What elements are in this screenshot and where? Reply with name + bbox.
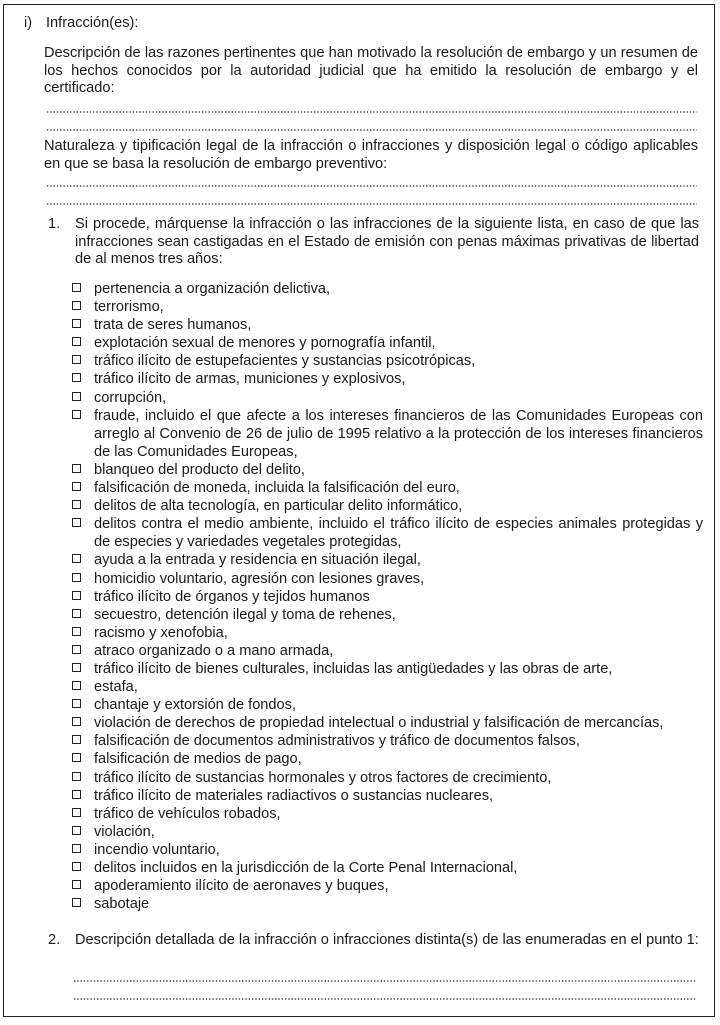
offence-item: [71, 316, 703, 334]
offence-item: [71, 551, 703, 569]
offence-checkbox[interactable]: [72, 808, 81, 817]
offence-checkbox[interactable]: [72, 373, 81, 382]
point2-text: Descripción detallada de la infracción o infracciones distinta(s) de las enumeradas en el punto 1:: [75, 932, 699, 948]
offence-checkbox[interactable]: [72, 735, 81, 744]
offence-item: [71, 732, 703, 750]
offence-item: [71, 769, 703, 787]
offence-checkbox[interactable]: [72, 609, 81, 618]
offence-item: [71, 678, 703, 696]
offence-item: [71, 570, 703, 588]
offence-label: incendio voluntario,: [94, 841, 220, 858]
offence-checkbox[interactable]: [72, 862, 81, 871]
offence-checkbox[interactable]: [72, 753, 81, 762]
offence-item: [71, 352, 703, 370]
section-title: Infracción(es):: [46, 15, 139, 31]
offence-checkbox[interactable]: [72, 392, 81, 401]
offence-item: [71, 624, 703, 642]
point2-answer-line-1[interactable]: [73, 980, 697, 982]
offence-label: racismo y xenofobia,: [94, 624, 228, 641]
offence-label: sabotaje: [94, 896, 150, 913]
offence-checkbox[interactable]: [72, 410, 81, 419]
offence-item: [71, 642, 703, 660]
offence-label: tráfico ilícito de bienes culturales, incluidas las antigüedades y las obras de arte,: [94, 660, 613, 677]
offence-label: tráfico ilícito de materiales radiactivos o sustancias nucleares,: [94, 787, 494, 804]
offence-item: [71, 588, 703, 606]
offence-label: blanqueo del producto del delito,: [94, 461, 305, 478]
offence-checkbox[interactable]: [72, 844, 81, 853]
offence-label: atraco organizado o a mano armada,: [94, 642, 334, 659]
point2-number: 2.: [48, 932, 61, 948]
offence-label: corrupción,: [94, 389, 167, 406]
offence-item: [71, 280, 703, 298]
offence-label: pertenencia a organización delictiva,: [94, 281, 331, 297]
offence-checkbox[interactable]: [72, 500, 81, 509]
offence-item: [71, 895, 703, 913]
offence-checkbox[interactable]: [72, 645, 81, 654]
offence-label: secuestro, detención ilegal y toma de rehenes,: [94, 606, 396, 623]
legal-nature-answer-line-1[interactable]: [46, 185, 697, 187]
offence-label: falsificación de documentos administrativos y tráfico de documentos falsos,: [94, 733, 580, 750]
offence-label: tráfico ilícito de estupefacientes y sustancias psicotrópicas,: [94, 353, 476, 370]
offence-checkbox[interactable]: [72, 301, 81, 310]
offence-label: tráfico ilícito de armas, municiones y explosivos,: [94, 371, 406, 388]
offence-item: [71, 606, 703, 624]
offence-label: apoderamiento ilícito de aeronaves y buques,: [94, 878, 389, 895]
offence-label: estafa,: [94, 679, 138, 696]
section-marker: i): [24, 15, 33, 31]
offence-checklist: [71, 280, 703, 913]
offence-label: ayuda a la entrada y residencia en situación ilegal,: [94, 552, 421, 569]
offence-label: delitos de alta tecnología, en particular delito informático,: [94, 498, 463, 515]
offence-item: [71, 805, 703, 823]
offence-item: [71, 370, 703, 388]
description-answer-line-1[interactable]: [46, 111, 697, 113]
offence-checkbox[interactable]: [72, 880, 81, 889]
point1-text: Si procede, márquense la infracción o las infracciones de la siguiente lista, en caso de que las infracciones sean castigadas en el Estado de emisión con penas máximas privativas de libertad de al menos tres años:: [75, 216, 699, 267]
legal-nature-text: Naturaleza y tipificación legal de la infracción o infracciones y disposición legal o código aplicables en que se basa la resolución de embargo preventivo:: [44, 138, 698, 172]
description-text: Descripción de las razones pertinentes que han motivado la resolución de embargo y un resumen de los hechos conocidos por la autoridad judicial que ha emitido la resolución de embargo y el certificado:: [44, 45, 698, 96]
offence-item: [71, 660, 703, 678]
offence-checkbox[interactable]: [72, 772, 81, 781]
offence-item: [71, 696, 703, 714]
point2-answer-line-2[interactable]: [73, 998, 697, 1000]
offence-checkbox[interactable]: [72, 717, 81, 726]
offence-checkbox[interactable]: [72, 482, 81, 491]
offence-item: [71, 714, 703, 732]
offence-checkbox[interactable]: [72, 681, 81, 690]
offence-checkbox[interactable]: [72, 464, 81, 473]
offence-checkbox[interactable]: [72, 699, 81, 708]
offence-checkbox[interactable]: [72, 355, 81, 364]
offence-item: [71, 497, 703, 515]
offence-label: chantaje y extorsión de fondos,: [94, 697, 297, 714]
offence-item: [71, 479, 703, 497]
offence-item: [71, 877, 703, 895]
offence-label: explotación sexual de menores y pornografía infantil,: [94, 335, 436, 352]
point1-number: 1.: [48, 216, 61, 232]
offence-label: falsificación de medios de pago,: [94, 751, 302, 768]
offence-label: terrorismo,: [94, 299, 164, 316]
description-answer-line-2[interactable]: [46, 129, 697, 131]
offence-item: [71, 461, 703, 479]
offence-checkbox[interactable]: [72, 591, 81, 600]
offence-item: [71, 389, 703, 407]
offence-item: [71, 859, 703, 877]
offence-checkbox[interactable]: [72, 554, 81, 563]
offence-label: delitos incluidos en la jurisdicción de la Corte Penal Internacional,: [94, 860, 518, 876]
offence-checkbox[interactable]: [72, 518, 81, 527]
offence-item: [71, 298, 703, 316]
offence-item: [71, 407, 703, 461]
offence-label: tráfico de vehículos robados,: [94, 805, 281, 822]
offence-checkbox[interactable]: [72, 337, 81, 346]
offence-item: [71, 515, 703, 551]
offence-checkbox[interactable]: [72, 573, 81, 582]
offence-label: trata de seres humanos,: [94, 317, 252, 334]
offence-label: falsificación de moneda, incluida la falsificación del euro,: [94, 480, 460, 497]
offence-label: violación,: [94, 823, 155, 840]
offence-checkbox[interactable]: [72, 319, 81, 328]
offence-item: [71, 334, 703, 352]
offence-item: [71, 841, 703, 859]
offence-checkbox[interactable]: [72, 790, 81, 799]
legal-nature-answer-line-2[interactable]: [46, 203, 697, 205]
offence-item: [71, 750, 703, 768]
offence-label: tráfico ilícito de órganos y tejidos humanos: [94, 588, 370, 605]
offence-checkbox[interactable]: [72, 663, 81, 672]
offence-checkbox[interactable]: [72, 283, 81, 292]
offence-checkbox[interactable]: [72, 826, 81, 835]
offence-label: homicidio voluntario, agresión con lesiones graves,: [94, 570, 425, 587]
offence-label: tráfico ilícito de sustancias hormonales y otros factores de crecimiento,: [94, 769, 552, 786]
offence-label: delitos contra el medio ambiente, incluido el tráfico ilícito de especies animales protegidas y de especies y variedades vegetales protegidas,: [94, 516, 703, 551]
offence-item: [71, 823, 703, 841]
offence-label: violación de derechos de propiedad intelectual o industrial y falsificación de mercancías,: [94, 715, 664, 732]
offence-label: fraude, incluido el que afecte a los intereses financieros de las Comunidades Europeas con arreglo al Convenio de 26 de julio de 1995 relativo a la protección de los intereses financieros de las Comunidades Europeas,: [94, 407, 703, 460]
offence-checkbox[interactable]: [72, 898, 81, 907]
offence-item: [71, 787, 703, 805]
offence-checkbox[interactable]: [72, 627, 81, 636]
